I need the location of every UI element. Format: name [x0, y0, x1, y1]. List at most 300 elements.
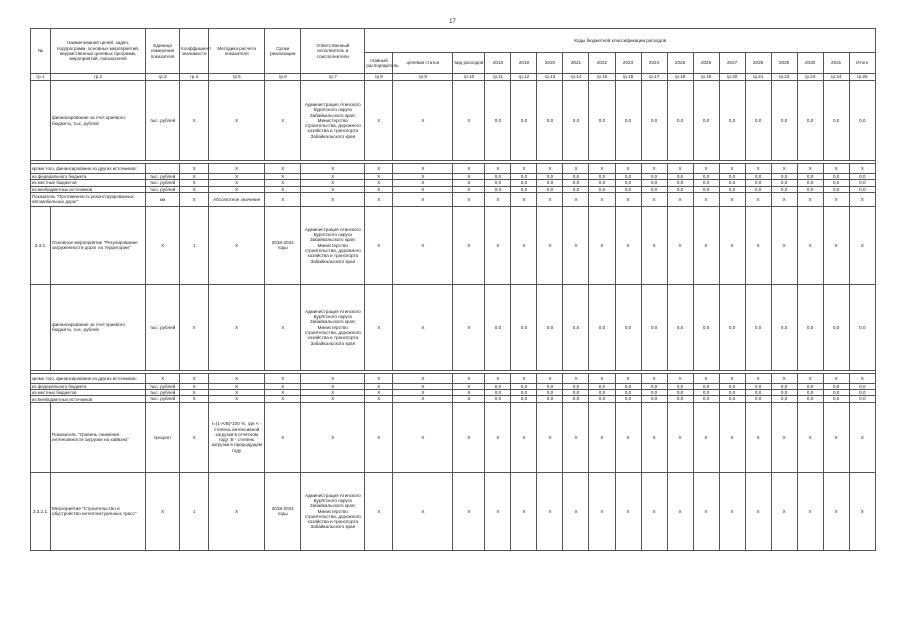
header-year: 2022: [589, 53, 615, 74]
row-value: Х: [823, 472, 849, 550]
row-code: Х: [393, 164, 453, 174]
row-value: 0,0: [745, 396, 771, 402]
row-code: Х: [393, 396, 453, 402]
row-method: Х: [209, 206, 265, 284]
row-name: кроме того, финансирование из других источников:: [31, 164, 146, 174]
row-responsible: Х: [301, 186, 365, 192]
row-value: 0,0: [537, 174, 563, 180]
row-value: 0,0: [849, 81, 875, 161]
row-unit: тыс. рублей: [146, 180, 180, 186]
column-number: гр.17: [641, 74, 667, 81]
row-value: Х: [667, 164, 693, 174]
row-responsible: Администрация Агинского Бурятского округа Забайкальского края; Министерство строительства, дорожного хозяйства и транспорта Забайкальского края: [301, 472, 365, 550]
row-value: 0,0: [563, 186, 589, 192]
table-row: [31, 81, 876, 161]
row-name: из местных бюджетов: [31, 180, 146, 186]
row-coefficient: Х: [180, 81, 209, 161]
row-value: Х: [641, 164, 667, 174]
row-term: Х: [265, 192, 301, 206]
row-coefficient: Х: [180, 373, 209, 383]
row-value: Х: [511, 373, 537, 383]
row-name: Мероприятие "Строительство и обустройство интеллектуальных трасс": [51, 472, 146, 550]
row-name: финансирование за счет краевого бюджета, тыс. рублей: [51, 81, 146, 161]
row-coefficient: Х: [180, 383, 209, 389]
row-responsible: Администрация Агинского Бурятского округа Забайкальского края; Министерство строительства, дорожного хозяйства и транспорта Забайкальского края: [301, 206, 365, 284]
row-value: Х: [771, 206, 797, 284]
header-year: 2031: [823, 53, 849, 74]
row-coefficient: Х: [180, 396, 209, 402]
row-value: Х: [693, 402, 719, 472]
row-unit: Х: [146, 206, 180, 284]
row-code: Х: [393, 373, 453, 383]
row-value: 0,0: [719, 81, 745, 161]
row-value: 0,0: [667, 81, 693, 161]
row-coefficient: Х: [180, 180, 209, 186]
row-name: Основное мероприятие "Регулирование загруженности дорог на территории": [51, 206, 146, 284]
row-coefficient: 1: [180, 206, 209, 284]
row-unit: км: [146, 192, 180, 206]
row-value: 0,0: [589, 174, 615, 180]
header-year: 2026: [693, 53, 719, 74]
column-number: гр.13: [537, 74, 563, 81]
row-value: Х: [719, 373, 745, 383]
row-value: 0,0: [745, 284, 771, 370]
row-name: Показатель "Протяженность реконструированных автомобильных дорог": [31, 192, 146, 206]
row-code: Х: [365, 206, 393, 284]
row-value: Х: [745, 206, 771, 284]
row-value: 0,0: [823, 81, 849, 161]
row-value: Х: [693, 206, 719, 284]
column-number: гр.1: [31, 74, 51, 81]
row-value: 0,0: [823, 390, 849, 396]
row-coefficient: Х: [180, 402, 209, 472]
row-code: Х: [453, 390, 485, 396]
row-code: Х: [453, 186, 485, 192]
row-value: 0,0: [849, 396, 875, 402]
row-value: Х: [823, 402, 849, 472]
row-value: 0,0: [745, 174, 771, 180]
row-value: 0,0: [589, 390, 615, 396]
row-method: Х: [209, 383, 265, 389]
row-value: 0,0: [511, 81, 537, 161]
row-name: из местных бюджетов: [31, 390, 146, 396]
row-value: 0,0: [719, 180, 745, 186]
row-value: Х: [485, 192, 511, 206]
row-value: 0,0: [693, 81, 719, 161]
row-value: 0,0: [823, 383, 849, 389]
row-value: Х: [537, 164, 563, 174]
row-responsible: Администрация Агинского Бурятского округа Забайкальского края; Министерство строительства, дорожного хозяйства и транспорта Забайкальского края: [301, 81, 365, 161]
row-responsible: Х: [301, 373, 365, 383]
table-row: [31, 472, 876, 550]
row-code: Х: [453, 396, 485, 402]
row-code: Х: [453, 373, 485, 383]
column-number: гр.2: [51, 74, 146, 81]
row-method: Х: [209, 472, 265, 550]
row-code: Х: [393, 206, 453, 284]
row-value: 0,0: [771, 396, 797, 402]
row-value: 0,0: [485, 180, 511, 186]
row-name: из федерального бюджета: [31, 383, 146, 389]
row-term: Х: [265, 180, 301, 186]
row-value: 0,0: [615, 390, 641, 396]
row-method: Х: [209, 373, 265, 383]
row-value: 0,0: [771, 186, 797, 192]
row-method: Х: [209, 186, 265, 192]
row-responsible: Х: [301, 180, 365, 186]
row-method: Абсолютное значение: [209, 192, 265, 206]
row-code: Х: [393, 192, 453, 206]
column-number: гр.19: [693, 74, 719, 81]
row-value: 0,0: [641, 390, 667, 396]
row-unit: [146, 164, 180, 174]
row-value: 0,0: [667, 186, 693, 192]
row-term: Х: [265, 186, 301, 192]
row-code: Х: [365, 402, 393, 472]
row-value: Х: [485, 373, 511, 383]
row-value: 0,0: [615, 383, 641, 389]
row-value: Х: [823, 373, 849, 383]
row-value: 0,0: [719, 383, 745, 389]
row-method: Х: [209, 284, 265, 370]
row-value: Х: [615, 206, 641, 284]
row-value: 0,0: [849, 390, 875, 396]
row-value: Х: [615, 192, 641, 206]
row-value: Х: [589, 206, 615, 284]
column-number-row: [31, 74, 876, 81]
row-value: 0,0: [667, 396, 693, 402]
row-term: 2018-2024 годы: [265, 206, 301, 284]
row-value: Х: [485, 164, 511, 174]
row-code: Х: [453, 472, 485, 550]
row-value: 0,0: [563, 180, 589, 186]
row-value: Х: [797, 472, 823, 550]
row-value: 0,0: [511, 180, 537, 186]
row-value: 0,0: [641, 396, 667, 402]
row-value: Х: [849, 206, 875, 284]
row-value: Х: [641, 373, 667, 383]
row-value: Х: [641, 192, 667, 206]
row-value: Х: [641, 206, 667, 284]
header-year: 2029: [771, 53, 797, 74]
row-term: 2018-2024 годы: [265, 472, 301, 550]
row-value: 0,0: [641, 186, 667, 192]
row-value: 0,0: [797, 390, 823, 396]
row-value: 0,0: [615, 81, 641, 161]
row-value: 0,0: [485, 81, 511, 161]
column-number: гр.6: [265, 74, 301, 81]
column-number: гр.8: [365, 74, 393, 81]
header-year: 2024: [641, 53, 667, 74]
header-year: 2023: [615, 53, 641, 74]
row-code: Х: [393, 383, 453, 389]
row-value: Х: [667, 192, 693, 206]
row-value: Х: [563, 206, 589, 284]
row-value: 0,0: [771, 383, 797, 389]
row-unit: процент: [146, 402, 180, 472]
row-coefficient: Х: [180, 164, 209, 174]
row-value: Х: [537, 206, 563, 284]
row-name: финансирование за счет краевого бюджета, тыс. рублей: [51, 284, 146, 370]
row-code: Х: [393, 180, 453, 186]
header-budget: Коды бюджетной классификации расходов: [365, 29, 876, 53]
header-method: Методика расчета показателя: [209, 29, 265, 74]
row-code: Х: [453, 284, 485, 370]
row-value: Х: [667, 373, 693, 383]
row-code: Х: [453, 206, 485, 284]
row-value: 0,0: [589, 383, 615, 389]
row-value: 0,0: [563, 284, 589, 370]
row-value: Х: [797, 402, 823, 472]
row-term: Х: [265, 402, 301, 472]
table-row: [31, 206, 876, 284]
row-value: 0,0: [485, 186, 511, 192]
row-value: Х: [615, 164, 641, 174]
row-value: Х: [797, 206, 823, 284]
row-value: 0,0: [589, 180, 615, 186]
column-number: гр.11: [485, 74, 511, 81]
row-value: 0,0: [485, 396, 511, 402]
header-num: №: [31, 29, 51, 74]
row-code: Х: [393, 284, 453, 370]
row-value: Х: [771, 192, 797, 206]
row-coefficient: Х: [180, 284, 209, 370]
row-value: 0,0: [537, 284, 563, 370]
header-coef: Коэффициент значимости: [180, 29, 209, 74]
row-value: 0,0: [771, 81, 797, 161]
row-value: 0,0: [511, 174, 537, 180]
row-unit: тыс. рублей: [146, 390, 180, 396]
row-name: кроме того, финансирование из других источников:: [31, 373, 146, 383]
row-value: 0,0: [563, 390, 589, 396]
row-code: Х: [453, 402, 485, 472]
row-value: 0,0: [667, 174, 693, 180]
header-year: Итого: [849, 53, 875, 74]
row-term: Х: [265, 383, 301, 389]
row-value: Х: [745, 164, 771, 174]
column-number: гр.16: [615, 74, 641, 81]
column-number: гр.10: [453, 74, 485, 81]
row-value: 0,0: [511, 284, 537, 370]
row-value: 0,0: [537, 186, 563, 192]
row-name: Показатель "Уровень снижения интенсивности загрузки на хайвэях": [51, 402, 146, 472]
column-number: гр.9: [393, 74, 453, 81]
row-value: 0,0: [719, 396, 745, 402]
header-year: 2020: [537, 53, 563, 74]
header-year: 2027: [719, 53, 745, 74]
row-unit: тыс. рублей: [146, 186, 180, 192]
row-code: Х: [393, 390, 453, 396]
row-value: 0,0: [615, 186, 641, 192]
row-value: 0,0: [797, 284, 823, 370]
row-responsible: Х: [301, 383, 365, 389]
row-method: Х: [209, 396, 265, 402]
row-code: Х: [365, 284, 393, 370]
header-year: 2018: [485, 53, 511, 74]
row-code: Х: [393, 402, 453, 472]
row-value: 0,0: [849, 186, 875, 192]
row-code: Х: [365, 174, 393, 180]
table-body: [31, 81, 876, 551]
row-coefficient: 1: [180, 472, 209, 550]
column-number: гр.4: [180, 74, 209, 81]
row-value: 0,0: [563, 383, 589, 389]
row-value: Х: [563, 402, 589, 472]
row-value: Х: [745, 472, 771, 550]
table-row: [31, 373, 876, 383]
row-value: 0,0: [771, 284, 797, 370]
row-value: Х: [719, 164, 745, 174]
row-value: 0,0: [797, 396, 823, 402]
column-number: гр.7: [301, 74, 365, 81]
row-code: Х: [453, 180, 485, 186]
row-value: 0,0: [693, 390, 719, 396]
row-value: Х: [771, 472, 797, 550]
row-value: Х: [667, 206, 693, 284]
row-name: из внебюджетных источников: [31, 396, 146, 402]
row-value: 0,0: [537, 396, 563, 402]
row-value: 0,0: [797, 186, 823, 192]
row-value: 0,0: [745, 390, 771, 396]
header-code-2: целевая статья: [393, 53, 453, 74]
row-value: Х: [693, 192, 719, 206]
row-value: Х: [797, 373, 823, 383]
row-value: 0,0: [511, 186, 537, 192]
row-value: Х: [511, 402, 537, 472]
row-value: Х: [693, 164, 719, 174]
row-responsible: Х: [301, 402, 365, 472]
row-value: Х: [849, 373, 875, 383]
row-value: Х: [537, 373, 563, 383]
row-value: Х: [537, 402, 563, 472]
row-unit: Х: [146, 373, 180, 383]
header-term: Сроки реализации: [265, 29, 301, 74]
row-unit: тыс. рублей: [146, 81, 180, 161]
row-value: 0,0: [641, 81, 667, 161]
row-code: Х: [365, 192, 393, 206]
row-value: Х: [667, 402, 693, 472]
row-value: Х: [589, 402, 615, 472]
row-value: 0,0: [745, 383, 771, 389]
program-table: [30, 28, 876, 551]
row-term: Х: [265, 81, 301, 161]
row-value: 0,0: [771, 174, 797, 180]
row-value: 0,0: [589, 81, 615, 161]
row-value: 0,0: [693, 180, 719, 186]
row-code: Х: [365, 164, 393, 174]
row-unit: тыс. рублей: [146, 174, 180, 180]
row-value: 0,0: [563, 81, 589, 161]
row-value: Х: [641, 402, 667, 472]
row-value: 0,0: [485, 174, 511, 180]
row-term: Х: [265, 390, 301, 396]
row-number: 3.3.2.: [31, 206, 51, 284]
row-responsible: Х: [301, 390, 365, 396]
row-code: Х: [453, 383, 485, 389]
header-name: Наименование целей, задач, подпрограмм, основных мероприятий, ведомственных целевых программ, мероприятий, показателей: [51, 29, 146, 74]
row-term: Х: [265, 164, 301, 174]
row-value: 0,0: [615, 284, 641, 370]
row-responsible: Х: [301, 164, 365, 174]
header-year: 2028: [745, 53, 771, 74]
row-term: Х: [265, 174, 301, 180]
row-value: 0,0: [615, 174, 641, 180]
row-value: 0,0: [719, 390, 745, 396]
row-value: Х: [485, 206, 511, 284]
row-value: Х: [745, 192, 771, 206]
row-code: Х: [453, 174, 485, 180]
row-coefficient: Х: [180, 390, 209, 396]
row-value: Х: [589, 192, 615, 206]
row-term: Х: [265, 396, 301, 402]
row-value: Х: [563, 373, 589, 383]
row-value: Х: [589, 472, 615, 550]
row-name: из внебюджетных источников: [31, 186, 146, 192]
row-value: 0,0: [693, 396, 719, 402]
row-code: Х: [365, 390, 393, 396]
column-number: гр.25: [849, 74, 875, 81]
row-value: Х: [823, 192, 849, 206]
column-number: гр.22: [771, 74, 797, 81]
row-value: Х: [563, 164, 589, 174]
row-value: 0,0: [823, 396, 849, 402]
header-code-1: главный распорядитель: [365, 53, 393, 74]
row-value: 0,0: [823, 174, 849, 180]
row-value: 0,0: [823, 180, 849, 186]
column-number: гр.24: [823, 74, 849, 81]
row-coefficient: Х: [180, 174, 209, 180]
row-value: 0,0: [667, 390, 693, 396]
row-value: 0,0: [745, 81, 771, 161]
row-value: Х: [667, 472, 693, 550]
row-value: Х: [511, 192, 537, 206]
row-method: Х: [209, 164, 265, 174]
row-value: Х: [745, 373, 771, 383]
row-value: 0,0: [823, 284, 849, 370]
row-unit: Х: [146, 472, 180, 550]
row-value: Х: [589, 373, 615, 383]
row-value: Х: [485, 402, 511, 472]
header-year: 2021: [563, 53, 589, 74]
row-value: Х: [719, 402, 745, 472]
column-number: гр.12: [511, 74, 537, 81]
row-value: Х: [615, 373, 641, 383]
row-value: 0,0: [615, 396, 641, 402]
row-value: 0,0: [719, 186, 745, 192]
column-number: гр.15: [589, 74, 615, 81]
header-row-1: [31, 29, 876, 53]
row-value: 0,0: [693, 284, 719, 370]
row-value: Х: [693, 472, 719, 550]
row-code: Х: [453, 192, 485, 206]
row-value: 0,0: [589, 284, 615, 370]
row-value: 0,0: [849, 180, 875, 186]
row-value: 0,0: [849, 284, 875, 370]
row-unit: тыс. рублей: [146, 396, 180, 402]
column-number: гр.5: [209, 74, 265, 81]
row-value: 0,0: [745, 180, 771, 186]
row-value: 0,0: [641, 383, 667, 389]
row-value: Х: [485, 472, 511, 550]
row-value: 0,0: [823, 186, 849, 192]
row-value: 0,0: [797, 180, 823, 186]
row-code: Х: [393, 174, 453, 180]
row-responsible: Х: [301, 192, 365, 206]
row-value: 0,0: [667, 284, 693, 370]
row-value: Х: [615, 472, 641, 550]
row-value: Х: [511, 206, 537, 284]
row-value: 0,0: [641, 180, 667, 186]
